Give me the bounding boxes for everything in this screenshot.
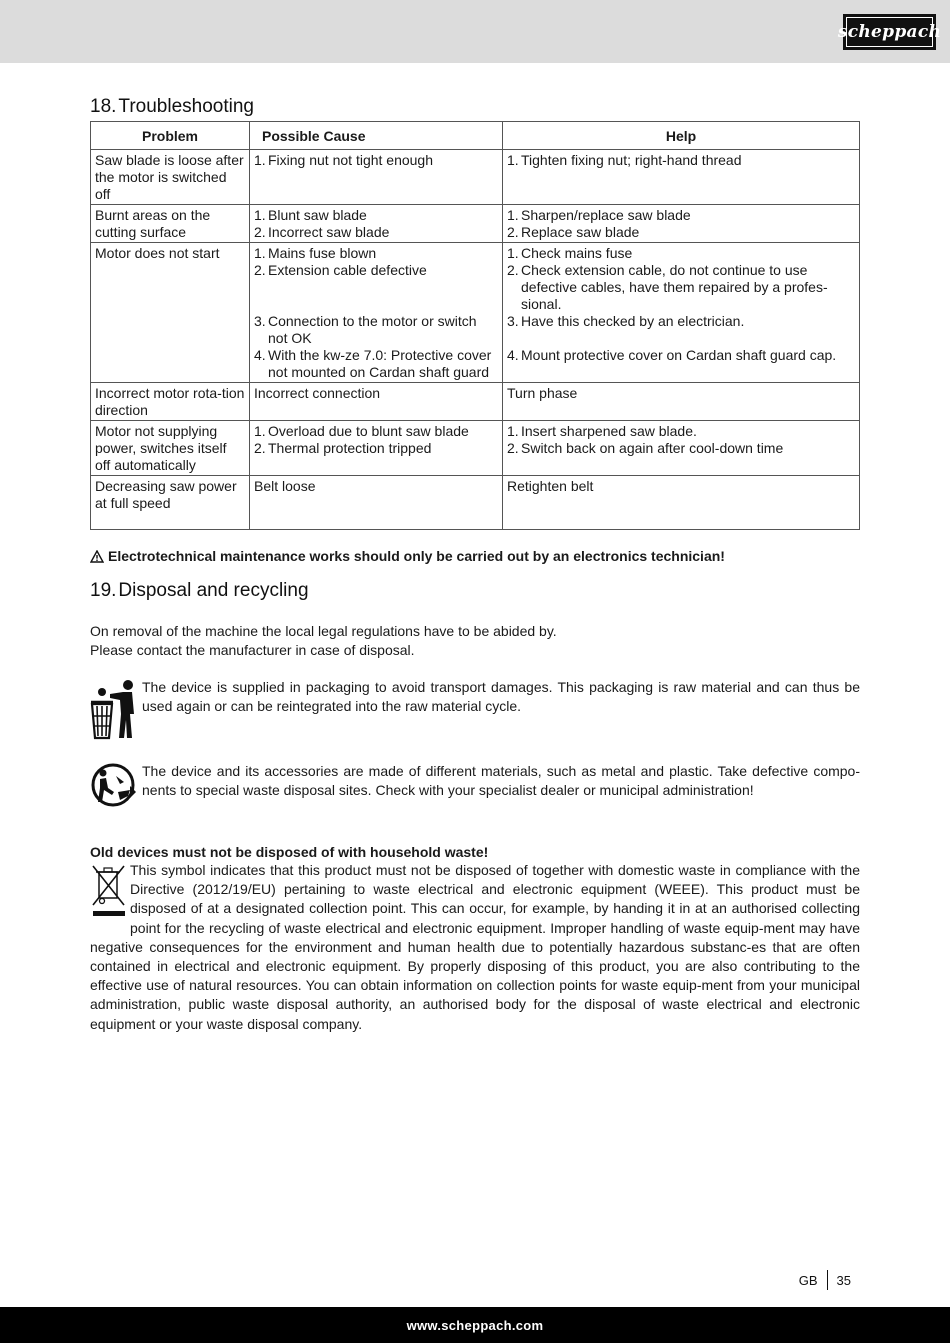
packaging-paragraph xyxy=(90,678,860,745)
table-row xyxy=(91,205,860,243)
page-number: 35 xyxy=(836,1272,851,1288)
list-item: 2. Incorrect saw blade xyxy=(254,224,390,240)
help-cell xyxy=(503,150,860,205)
help-cell xyxy=(503,243,860,383)
help-cell: Retighten belt xyxy=(503,476,860,530)
list-item: 2. Thermal protection tripped xyxy=(254,440,432,456)
section-number: 19. xyxy=(90,580,117,601)
weee-paragraph xyxy=(90,861,860,1034)
problem-cell: Decreasing saw power at full speed xyxy=(91,476,250,530)
column-header-cause: Possible Cause xyxy=(250,122,503,150)
website-link[interactable]: www.scheppach.com xyxy=(406,1317,544,1333)
list-item: 2. Extension cable defective xyxy=(254,262,427,278)
old-devices-heading: Old devices must not be disposed of with household waste! xyxy=(90,844,489,860)
brand-logo-text: scheppach xyxy=(846,17,933,47)
section-title: Disposal and recycling xyxy=(118,580,309,601)
section-number: 18. xyxy=(90,96,117,117)
list-item: 1. Mains fuse blown xyxy=(254,245,377,261)
help-cell xyxy=(503,421,860,476)
column-header-problem: Problem xyxy=(91,122,250,150)
problem-cell: Incorrect motor rota-tion direction xyxy=(91,383,250,421)
cause-cell xyxy=(250,243,503,383)
cause-cell xyxy=(250,150,503,205)
list-item: 3. Connection to the motor or switch not OK xyxy=(254,313,477,346)
list-item: 1. Insert sharpened saw blade. xyxy=(507,423,697,439)
section-18-heading xyxy=(90,96,860,118)
cause-cell xyxy=(250,205,503,243)
table-row xyxy=(91,421,860,476)
problem-cell: Saw blade is loose after the motor is switched off xyxy=(91,150,250,205)
crossed-out-wheelie-bin-icon xyxy=(90,863,130,921)
materials-paragraph xyxy=(90,762,860,813)
list-item: 1. Overload due to blunt saw blade xyxy=(254,423,469,439)
list-item: 2. Check extension cable, do not continue to use defective cables, have them repaired by a profes-sional. xyxy=(507,262,828,312)
intro-line: On removal of the machine the local legal regulations have to be abided by. xyxy=(90,623,557,639)
column-header-help: Help xyxy=(503,122,860,150)
warning-triangle-icon xyxy=(90,550,104,563)
section-title: Troubleshooting xyxy=(118,96,254,117)
list-item: 1. Fixing nut not tight enough xyxy=(254,152,434,168)
list-item: 1. Blunt saw blade xyxy=(254,207,367,223)
table-row xyxy=(91,383,860,421)
table-row xyxy=(91,243,860,383)
warning-text: Electrotechnical maintenance works should only be carried out by an electronics technician! xyxy=(108,548,725,564)
footer-band xyxy=(0,1307,950,1343)
table-row xyxy=(91,150,860,205)
problem-cell: Motor not supplying power, switches itself off automatically xyxy=(91,421,250,476)
problem-cell: Motor does not start xyxy=(91,243,250,383)
footer-divider xyxy=(827,1270,828,1290)
list-item: 3. Have this checked by an electrician. xyxy=(507,313,745,329)
list-item: 1. Tighten fixing nut; right-hand thread xyxy=(507,152,742,168)
page-content xyxy=(90,96,860,1034)
materials-text: The device and its accessories are made of different materials, such as metal and plastic. Take defective compo-nents to special waste disposal sites. Check with your specialist dealer or municipal administration! xyxy=(142,763,860,798)
list-item: 4. Mount protective cover on Cardan shaft guard cap. xyxy=(507,347,837,363)
list-item: 2. Switch back on again after cool-down time xyxy=(507,440,784,456)
help-cell xyxy=(503,205,860,243)
page-footer xyxy=(799,1270,851,1290)
help-cell: Turn phase xyxy=(503,383,860,421)
cause-cell xyxy=(250,421,503,476)
electrical-warning xyxy=(90,548,860,564)
list-item: 2. Replace saw blade xyxy=(507,224,640,240)
header-band xyxy=(0,0,950,63)
language-code: GB xyxy=(798,1272,818,1288)
tidyman-waste-bin-icon xyxy=(90,678,138,740)
recycling-icon xyxy=(90,762,138,808)
packaging-text: The device is supplied in packaging to avoid transport damages. This packaging is raw material and can thus be used again or can be reintegrated into the raw material cycle. xyxy=(142,679,860,714)
disposal-intro xyxy=(90,622,860,660)
table-header-row xyxy=(91,122,860,150)
troubleshooting-table xyxy=(90,121,860,530)
cause-cell: Incorrect connection xyxy=(250,383,503,421)
section-19-heading xyxy=(90,580,860,602)
cause-cell: Belt loose xyxy=(250,476,503,530)
list-item: 4. With the kw-ze 7.0: Protective cover not mounted on Cardan shaft guard xyxy=(254,347,492,380)
brand-logo xyxy=(837,14,942,50)
list-item: 1. Sharpen/replace saw blade xyxy=(507,207,691,223)
intro-line: Please contact the manufacturer in case of disposal. xyxy=(90,642,415,658)
table-row xyxy=(91,476,860,530)
problem-cell: Burnt areas on the cutting surface xyxy=(91,205,250,243)
weee-text: This symbol indicates that this product must not be disposed of together with domestic waste in compliance with the Directive (2012/19/EU) pertaining to waste electrical and electronic equipment (WEEE). This product must be disposed of at a designated collection point. This can occur, for example, by handing it in at an authorised collecting point for the recycling of waste electrical and electronic equipment. Improper handling of waste equip-ment may have negative consequences for the environment and human health due to potentially hazardous substanc-es that are often contained in electrical and electronic equipment. By properly disposing of this product, you are also contributing to the effective use of natural resources. You can obtain information on collection points for waste equip-ment from your municipal administration, public waste disposal authority, an authorised body for the disposal of waste electrical and electronic equipment or your waste disposal company. xyxy=(90,862,860,1032)
list-item: 1. Check mains fuse xyxy=(507,245,633,261)
